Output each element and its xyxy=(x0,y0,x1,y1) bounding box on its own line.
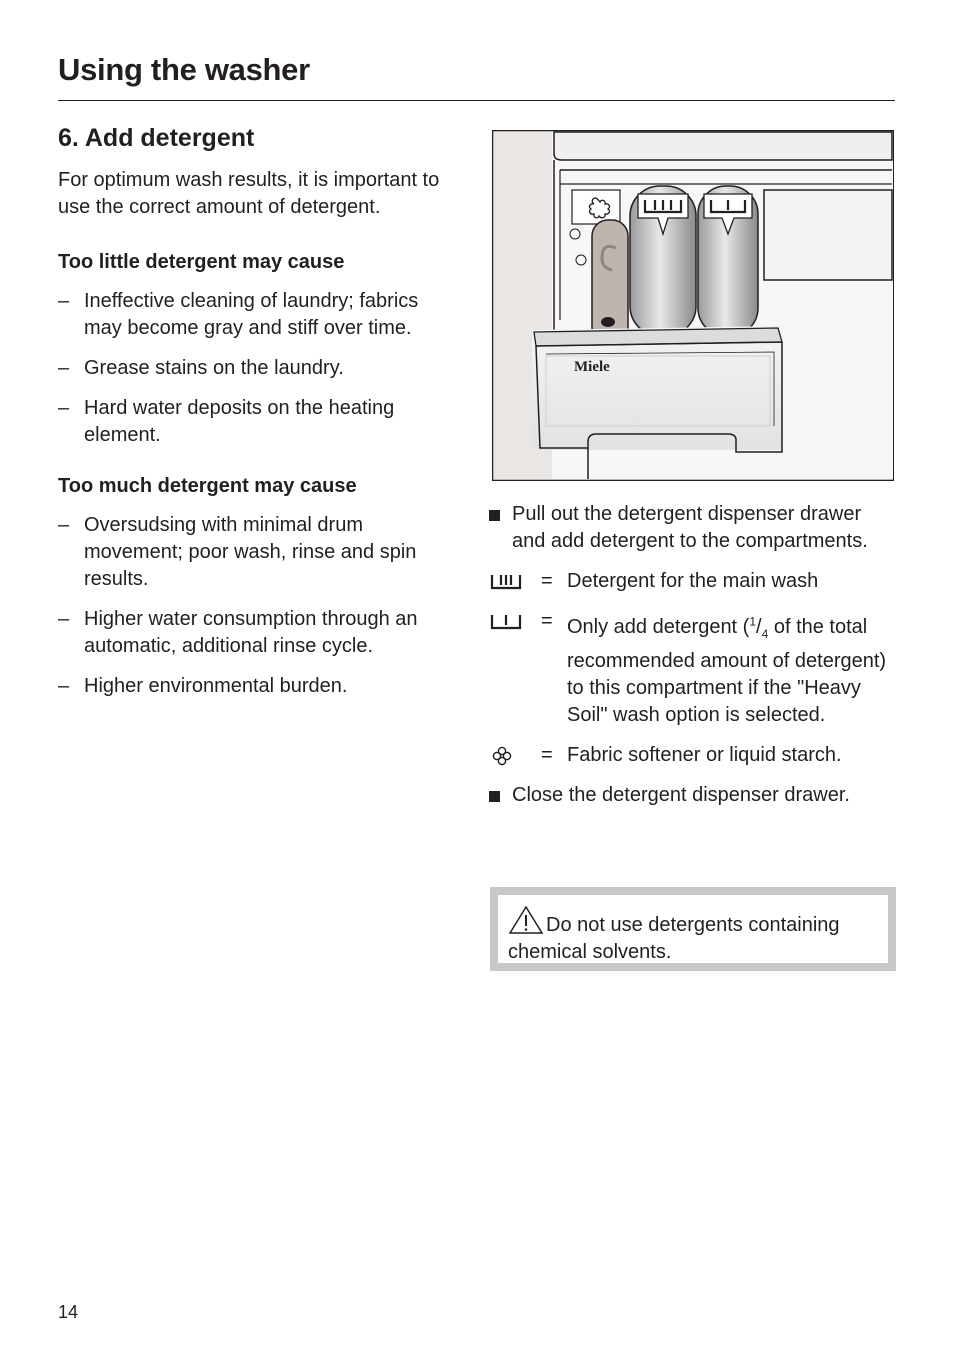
list-item xyxy=(58,606,458,660)
warning-text: Do not use detergents containing chemical solvents. xyxy=(508,914,840,963)
too-much-list xyxy=(58,512,458,700)
list-item-text: Higher water consumption through an automatic, additional rinse cycle. xyxy=(84,608,418,657)
step-2-text: Close the detergent dispenser drawer. xyxy=(512,783,850,806)
list-item xyxy=(58,395,458,449)
legend-text xyxy=(567,616,886,726)
dash-marker: – xyxy=(58,514,70,536)
list-item xyxy=(58,673,458,700)
legend-text: Fabric softener or liquid starch. xyxy=(567,743,842,766)
too-little-heading: Too little detergent may cause xyxy=(58,251,345,273)
dash-marker: – xyxy=(58,397,70,419)
dispenser-drawer-illustration xyxy=(492,130,894,481)
page-number: 14 xyxy=(58,1302,79,1322)
legend-item xyxy=(488,608,896,729)
warning-triangle-icon xyxy=(508,905,544,935)
too-little-list xyxy=(58,288,458,449)
instruction-step-1 xyxy=(488,501,896,555)
title-divider xyxy=(58,100,895,101)
list-item xyxy=(58,288,458,342)
right-column xyxy=(488,501,896,822)
dash-marker: – xyxy=(58,290,70,312)
legend-text: Detergent for the main wash xyxy=(567,570,819,592)
list-item-text: Ineffective cleaning of laundry; fabrics may become gray and stiff over time. xyxy=(84,290,419,339)
list-item-text: Grease stains on the laundry. xyxy=(84,357,344,379)
warning-content xyxy=(498,895,888,963)
intro-paragraph: For optimum wash results, it is important to use the correct amount of detergent. xyxy=(58,169,440,218)
step-1-text: Pull out the detergent dispenser drawer and add detergent to the compartments. xyxy=(512,503,868,552)
bullet-square xyxy=(489,791,500,802)
legend-text-end: of the total recommended amount of detergent) to this compartment if the "Heavy Soil" wash option is selected. xyxy=(567,615,887,726)
equals-sign: = xyxy=(541,570,553,592)
list-item xyxy=(58,512,458,593)
legend-item xyxy=(488,742,896,769)
list-item-text: Oversudsing with minimal drum movement; poor wash, rinse and spin results. xyxy=(84,514,417,590)
equals-sign: = xyxy=(541,743,553,766)
page-title: Using the washer xyxy=(58,52,310,87)
dash-marker: – xyxy=(58,675,70,697)
dash-marker: – xyxy=(58,357,70,379)
main-wash-icon xyxy=(490,571,524,593)
legend-item xyxy=(488,568,896,595)
instruction-step-2 xyxy=(488,782,896,809)
dash-marker: – xyxy=(58,608,70,630)
fraction-slash: / xyxy=(756,615,762,638)
prewash-icon xyxy=(490,611,524,633)
fraction-denominator: 4 xyxy=(761,626,769,641)
legend-text-start: Only add detergent ( xyxy=(567,615,750,638)
list-item-text: Higher environmental burden. xyxy=(84,675,348,697)
warning-box xyxy=(490,887,896,971)
fraction-numerator: 1 xyxy=(749,614,757,628)
fabric-softener-icon xyxy=(490,745,524,767)
section-title: 6. Add detergent xyxy=(58,124,255,152)
bullet-square xyxy=(489,510,500,521)
too-much-heading: Too much detergent may cause xyxy=(58,475,357,497)
list-item xyxy=(58,355,458,382)
equals-sign: = xyxy=(541,610,553,632)
list-item-text: Hard water deposits on the heating element. xyxy=(84,397,395,446)
left-column xyxy=(58,124,458,726)
brand-label: Miele xyxy=(574,359,610,375)
